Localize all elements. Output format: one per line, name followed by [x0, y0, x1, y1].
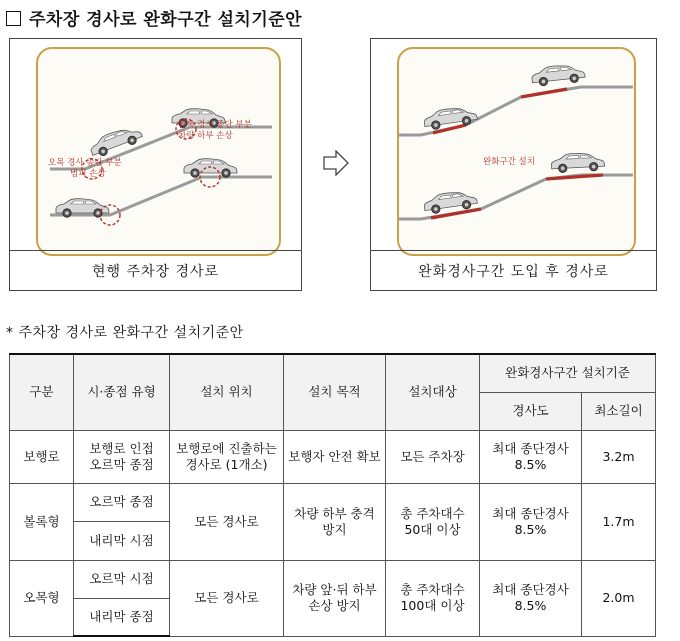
- table-row: [10, 483, 656, 521]
- cell-min-length: 1.7m: [582, 483, 656, 560]
- installation-standard-table: [9, 353, 656, 637]
- header-standard: 완화경사구간 설치기준: [480, 354, 656, 392]
- header-location: 설치 위치: [170, 354, 284, 430]
- cell-purpose: 차량 앞·뒤 하부 손상 방지: [284, 560, 386, 636]
- cell-min-length: 2.0m: [582, 560, 656, 636]
- concave-label-line2: 범퍼 손상: [70, 169, 106, 179]
- cell-type: 오르막 시점: [74, 560, 170, 598]
- cell-category: 보행로: [10, 430, 74, 483]
- header-type: 시·종점 유형: [74, 354, 170, 430]
- table-row: [10, 560, 656, 598]
- cell-type: 보행로 인접 오르막 종점: [74, 430, 170, 483]
- current-ramp-panel: [9, 38, 302, 291]
- cell-min-length: 3.2m: [582, 430, 656, 483]
- cell-slope: 최대 종단경사 8.5%: [480, 560, 582, 636]
- cell-type: 내리막 종점: [74, 598, 170, 636]
- transition-label: 완화구간 설치: [483, 157, 535, 167]
- header-category: 구분: [10, 354, 74, 430]
- right-arrow-icon: [322, 150, 350, 176]
- table-row: [10, 430, 656, 483]
- improved-ramp-caption: 완화경사구간 도입 후 경사로: [371, 250, 656, 290]
- car-on-slope-icon: [88, 123, 144, 159]
- cell-location: 모든 경사로: [170, 560, 284, 636]
- car-on-transition-icon: [551, 152, 605, 173]
- cell-location: 보행로에 진출하는 경사로 (1개소): [170, 430, 284, 483]
- car-on-transition-icon: [423, 105, 478, 131]
- cell-slope: 최대 종단경사 8.5%: [480, 483, 582, 560]
- convex-label-line1: 볼록 경사 종단 부분: [178, 120, 252, 130]
- cell-target: 총 주차대수 50대 이상: [386, 483, 480, 560]
- cell-purpose: 차량 하부 충격 방지: [284, 483, 386, 560]
- improved-ramp-panel: [370, 38, 657, 291]
- current-ramp-caption: 현행 주차장 경사로: [10, 250, 301, 290]
- page-title: [6, 5, 302, 30]
- concave-label-line1: 오목 경사 종단 부분: [48, 158, 122, 168]
- convex-label-line2: 차량 하부 손상: [178, 131, 233, 141]
- page-title-text: 주차장 경사로 완화구간 설치기준안: [29, 10, 303, 30]
- car-on-transition-icon: [531, 63, 586, 87]
- cell-type: 오르막 종점: [74, 483, 170, 521]
- header-purpose: 설치 목적: [284, 354, 386, 430]
- cell-purpose: 보행자 안전 확보: [284, 430, 386, 483]
- improved-ramp-illustration: [371, 39, 656, 251]
- car-on-top-icon: [184, 159, 237, 178]
- cell-category: 볼록형: [10, 483, 74, 560]
- checkbox-square-icon: [6, 11, 21, 26]
- cell-type: 내리막 시점: [74, 521, 170, 560]
- header-slope: 경사도: [480, 392, 582, 430]
- current-ramp-illustration: [10, 39, 301, 251]
- header-target: 설치대상: [386, 354, 480, 430]
- cell-slope: 최대 종단경사 8.5%: [480, 430, 582, 483]
- cell-target: 모든 주차장: [386, 430, 480, 483]
- header-min-length: 최소길이: [582, 392, 656, 430]
- table-title: * 주차장 경사로 완화구간 설치기준안: [6, 325, 244, 341]
- cell-location: 모든 경사로: [170, 483, 284, 560]
- cell-target: 총 주차대수 100대 이상: [386, 560, 480, 636]
- cell-category: 오목형: [10, 560, 74, 636]
